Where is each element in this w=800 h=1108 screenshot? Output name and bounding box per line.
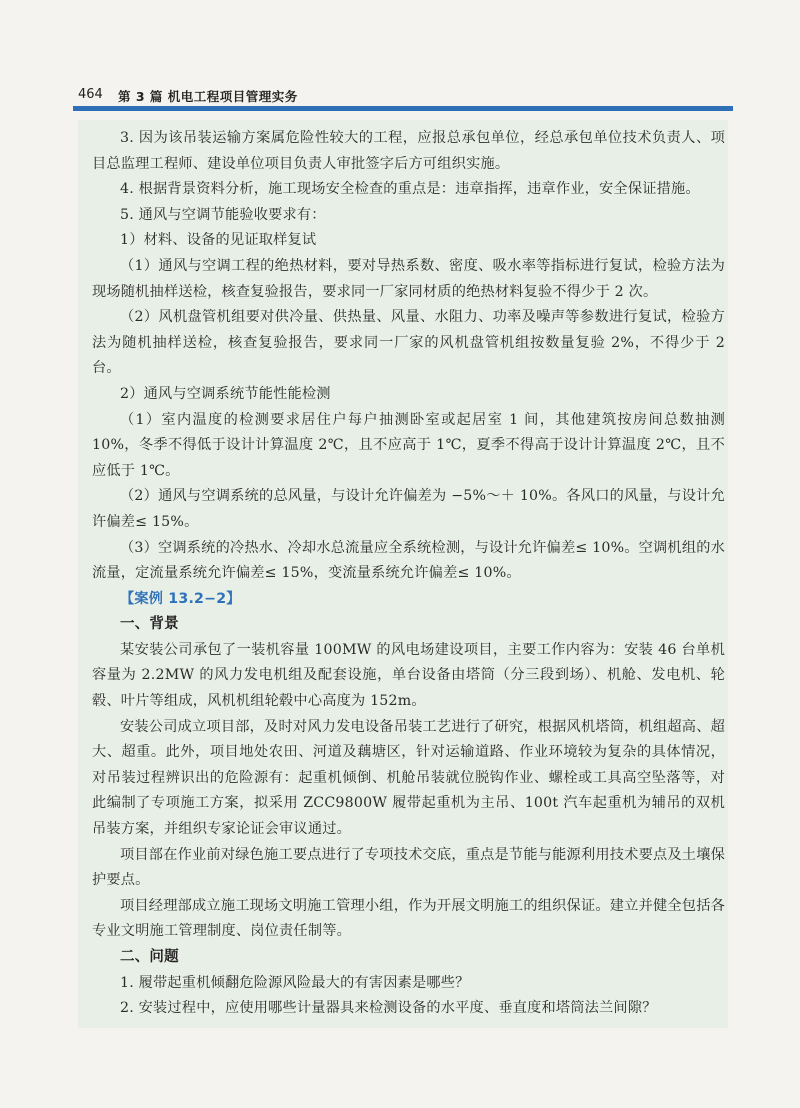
paragraph: （2）风机盘管机组要对供冷量、供热量、风量、水阻力、功率及噪声等参数进行复试，检验方法为随机抽样送检，核查复验报告，要求同一厂家的风机盘管机组按数量复验 2%，不得少于 2 台。 [92, 309, 725, 377]
paragraph: 4. 根据背景资料分析，施工现场安全检查的重点是：违章指挥，违章作业，安全保证措施。 [120, 181, 700, 198]
paragraph: 5. 通风与空调节能验收要求有： [120, 206, 326, 223]
paragraph: 安装公司成立项目部，及时对风力发电设备吊装工艺进行了研究，根据风机塔筒，机组超高、超大、超重。此外，项目地处农田、河道及藕塘区，针对运输道路、作业环境较为复杂的具体情况，对吊装过程辨识出的危险源有：起重机倾倒、机舱吊装就位脱钩作业、螺栓或工具高空坠落等，对此编制了专项施工方案，拟采用 ZCC9800W 履带起重机为主吊、100t 汽车起重机为辅吊的双机吊装方案，并组织专家论证会审议通过。 [92, 718, 725, 838]
question-item: 2. 安装过程中，应使用哪些计量器具来检测设备的水平度、垂直度和塔筒法兰间隙？ [120, 1000, 657, 1017]
paragraph: 项目部在作业前对绿色施工要点进行了专项技术交底，重点是节能与能源利用技术要点及土壤保护要点。 [92, 846, 725, 889]
paragraph: （2）通风与空调系统的总风量，与设计允许偏差为 −5%～＋ 10%。各风口的风量，与设计允许偏差≤ 15%。 [92, 488, 725, 530]
header-rule [73, 106, 733, 111]
chapter-title: 第 3 篇 机电工程项目管理实务 [118, 89, 298, 104]
page-body [92, 126, 725, 1022]
paragraph: 某安装公司承包了一装机容量 100MW 的风电场建设项目，主要工作内容为：安装 46 台单机容量为 2.2MW 的风力发电机组及配套设施，单台设备由塔筒（分三段到场）、机舱、发电机、轮毂、叶片等组成，风机机组轮毂中心高度为 152m。 [92, 641, 725, 710]
paragraph: 2）通风与空调系统节能性能检测 [120, 385, 331, 402]
paragraph: 1）材料、设备的见证取样复试 [120, 232, 317, 249]
paragraph: （1）通风与空调工程的绝热材料，要对导热系数、密度、吸水率等指标进行复试，检验方法为现场随机抽样送检，核查复验报告，要求同一厂家同材质的绝热材料复验不得少于 2 次。 [92, 257, 725, 300]
paragraph: 3. 因为该吊装运输方案属危险性较大的工程，应报总承包单位，经总承包单位技术负责人、项目总监理工程师、建设单位项目负责人审批签字后方可组织实施。 [92, 130, 725, 172]
section-heading-questions: 二、问题 [120, 949, 179, 965]
case-title: 【案例 13.2−2】 [120, 590, 241, 607]
paragraph: （1）室内温度的检测要求居住户每户抽测卧室或起居室 1 间，其他建筑按房间总数抽测 10%，冬季不得低于设计计算温度 2℃，且不应高于 1℃，夏季不得高于设计计算温度 2℃，且不应低于 1℃。 [92, 411, 725, 479]
question-item: 1. 履带起重机倾翻危险源风险最大的有害因素是哪些？ [120, 974, 470, 991]
section-heading-background: 一、背景 [120, 616, 179, 633]
paragraph: 项目经理部成立施工现场文明施工管理小组，作为开展文明施工的组织保证。建立并健全包括各专业文明施工管理制度、岗位责任制等。 [92, 897, 725, 940]
page-number: 464 [78, 87, 103, 102]
paragraph: （3）空调系统的冷热水、冷却水总流量应全系统检测，与设计允许偏差≤ 10%。空调机组的水流量，定流量系统允许偏差≤ 15%，变流量系统允许偏差≤ 10%。 [92, 539, 725, 582]
